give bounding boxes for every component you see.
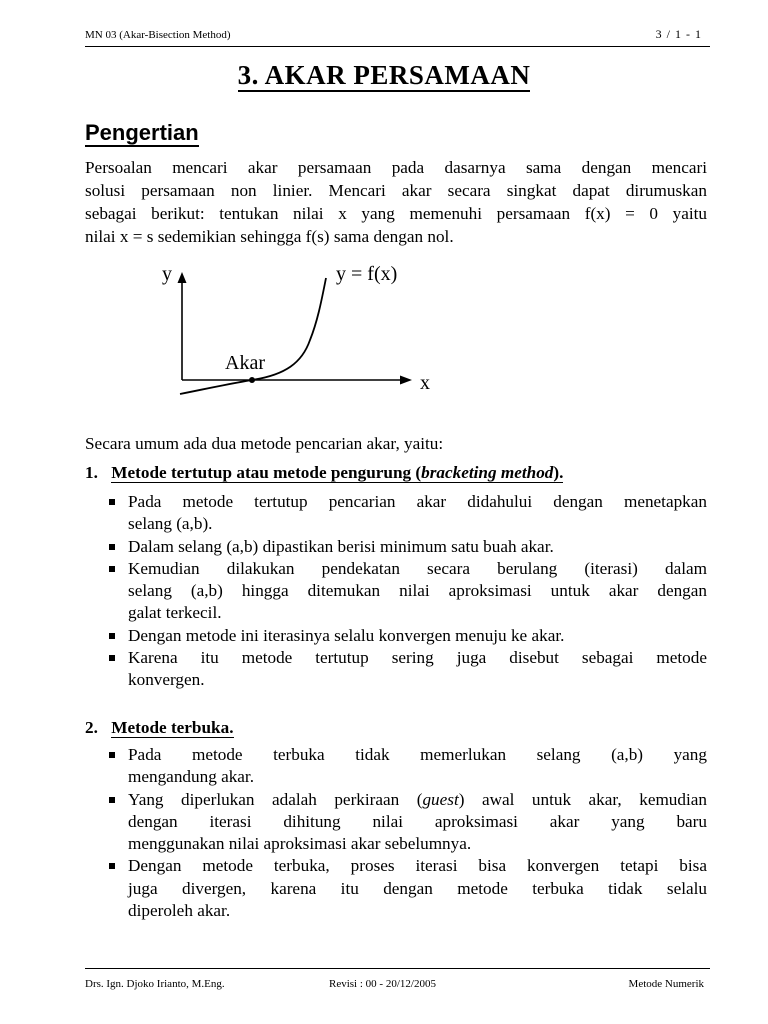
root-label: Akar bbox=[225, 352, 265, 374]
x-axis-arrow-icon bbox=[400, 376, 412, 385]
intro-line: sebagai berikut: tentukan nilai x yang memenuhi persamaan f(x) = 0 yaitu bbox=[85, 204, 707, 223]
bullet-square-icon bbox=[109, 566, 115, 572]
bullet-square-icon bbox=[109, 863, 115, 869]
footer-revision: Revisi : 00 - 20/12/2005 bbox=[329, 978, 436, 990]
footer-author: Drs. Ign. Djoko Irianto, M.Eng. bbox=[85, 978, 225, 990]
x-axis-label: x bbox=[420, 372, 430, 394]
list-item: Dalam selang (a,b) dipastikan berisi minimum satu buah akar. bbox=[105, 536, 707, 558]
section-heading-pengertian: Pengertian bbox=[85, 120, 199, 145]
list-item: Pada metode tertutup pencarian akar didahului dengan menetapkan selang (a,b). bbox=[105, 491, 707, 536]
bullet-square-icon bbox=[109, 544, 115, 550]
bullet-square-icon bbox=[109, 752, 115, 758]
list-item: Kemudian dilakukan pendekatan secara berulang (iterasi) dalam selang (a,b) hingga ditemukan nilai aproksimasi untuk akar dengan galat terkecil. bbox=[105, 558, 707, 625]
method-2-title: Metode terbuka. bbox=[111, 718, 234, 737]
method-2-heading bbox=[85, 716, 234, 739]
list-item: Yang diperlukan adalah perkiraan (guest) awal untuk akar, kemudian dengan iterasi dihitung nilai aproksimasi akar yang baru menggunakan nilai aproksimasi akar sebelumnya. bbox=[105, 789, 707, 856]
list-item: Dengan metode terbuka, proses iterasi bisa konvergen tetapi bisa juga divergen, karena itu dengan metode terbuka tidak selalu diperoleh akar. bbox=[105, 855, 707, 922]
method-2-bullets bbox=[105, 744, 707, 922]
method-1-title: Metode tertutup atau metode pengurung (bracketing method). bbox=[111, 463, 564, 482]
methods-intro bbox=[85, 432, 707, 455]
y-axis-label: y bbox=[162, 263, 172, 285]
header-page-number: 3 / 1 - 1 bbox=[655, 27, 702, 41]
list-item: Karena itu metode tertutup sering juga disebut sebagai metode konvergen. bbox=[105, 647, 707, 692]
bullet-square-icon bbox=[109, 633, 115, 639]
page-footer bbox=[85, 968, 710, 989]
root-point bbox=[249, 377, 255, 383]
method-1-number: 1. bbox=[85, 463, 98, 482]
list-item: Pada metode terbuka tidak memerlukan selang (a,b) yang mengandung akar. bbox=[105, 744, 707, 789]
page-title-text: 3. AKAR PERSAMAAN bbox=[237, 60, 531, 90]
function-curve bbox=[180, 278, 326, 394]
intro-line: Persoalan mencari akar persamaan pada dasarnya sama dengan mencari bbox=[85, 158, 707, 177]
page-title bbox=[0, 60, 768, 90]
bullet-square-icon bbox=[109, 655, 115, 661]
intro-paragraph bbox=[85, 156, 707, 248]
intro-line: nilai x = s sedemikian sehingga f(s) sama dengan nol. bbox=[85, 227, 454, 246]
method-1-heading bbox=[85, 461, 563, 484]
footer-course: Metode Numerik bbox=[628, 978, 704, 990]
bullet-square-icon bbox=[109, 499, 115, 505]
header-doc-id: MN 03 (Akar-Bisection Method) bbox=[85, 29, 231, 41]
methods-intro-line: Secara umum ada dua metode pencarian akar, yaitu: bbox=[85, 434, 444, 453]
method-2-number: 2. bbox=[85, 718, 98, 737]
page-header bbox=[85, 27, 710, 47]
intro-line: solusi persamaan non linier. Mencari akar secara singkat dapat dirumuskan bbox=[85, 181, 707, 200]
curve-label: y = f(x) bbox=[336, 263, 398, 285]
list-item: Dengan metode ini iterasinya selalu konvergen menuju ke akar. bbox=[105, 625, 707, 647]
y-axis-arrow-icon bbox=[178, 272, 187, 283]
bullet-square-icon bbox=[109, 797, 115, 803]
method-1-bullets bbox=[105, 491, 707, 692]
root-graph bbox=[150, 258, 430, 403]
